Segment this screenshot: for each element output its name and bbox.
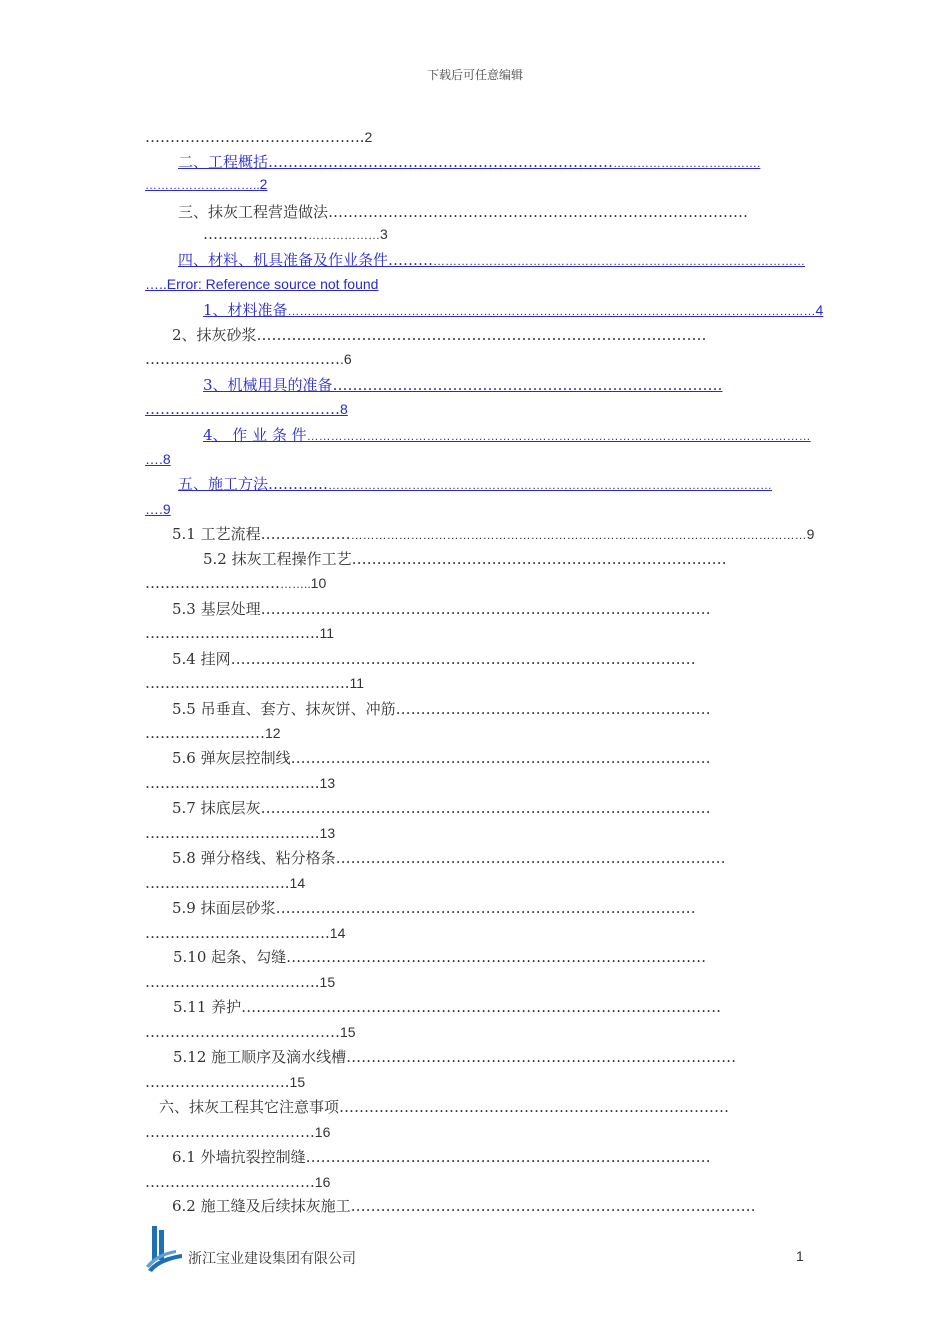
toc-entry-5-2: 5.2 抹灰工程操作工艺………………………………………………………………… [203,550,727,568]
toc-title: 5.8 弹分格线、粘分格条 [172,849,336,867]
toc-title: 6.2 施工缝及后续抹灰施工 [172,1197,351,1215]
toc-entry-5-11-cont: …………………………………15 [145,1023,356,1041]
toc-title[interactable]: 二、工程概括 [178,153,269,171]
toc-entry-5-2-cont: ……………………………..10 [145,574,327,592]
toc-entry-materials-cont[interactable]: …..Error: Reference source not found [145,276,379,292]
toc-entry-plastering-method-cont: …………………………………3 [203,225,388,243]
toc-entry-5-3: 5.3 基层处理……………………………………………………………………………… [172,600,711,618]
toc-entry-work-conditions[interactable]: 4、 作 业 条 件……………………………………………………………………………………………………………… [203,426,811,444]
toc-title[interactable]: 1、材料准备 [203,301,288,319]
toc-entry-5-7-cont: ……………………………..13 [145,824,336,842]
toc-title: 六、抹灰工程其它注意事项 [159,1098,340,1116]
toc-entry-5-12: 5.12 施工顺序及滴水线槽…………………………………………………………………… [173,1048,737,1066]
toc-entry-construction-method-cont[interactable]: ….9 [145,501,171,517]
company-logo-icon [146,1226,184,1272]
page-header: 下载后可任意编辑 [426,68,523,82]
toc-page: 10 [310,575,327,591]
toc-page: 15 [289,1074,306,1090]
toc-entry-5-9: 5.9 抹面层砂浆………………………………………………………………………… [172,899,696,917]
toc-entry-other-notes: 六、抹灰工程其它注意事项…………………………………………………………………… [159,1098,730,1116]
toc-entry-5-4-cont: …………………………………..11 [145,674,365,692]
toc-entry-mortar-cont: ………………………………….6 [145,350,352,368]
toc-page: 14 [289,875,306,891]
toc-entry-6-2: 6.2 施工缝及后续抹灰施工……………………………………………………………………… [172,1197,756,1215]
toc-entry-5-8: 5.8 弹分格线、粘分格条…………………………………………………………………… [172,849,726,867]
toc-page: .6 [340,351,352,367]
company-name: 浙江宝业建设集团有限公司 [188,1251,356,1267]
toc-page: 11 [319,625,335,641]
toc-title: 5.7 抹底层灰 [172,799,261,817]
toc-title[interactable]: 四、材料、机具准备及作业条件 [178,251,389,269]
toc-title: 2、抹灰砂浆 [172,326,257,344]
toc-entry-5-11: 5.11 养护…………………………………………………………………………………… [173,998,722,1016]
toc-entry-5-5-cont: ……………………12 [145,724,281,742]
toc-entry-5-1: 5.1 工艺流程……………………………………………………………………………………………………………………9 [172,525,815,543]
toc-page: 13 [319,775,336,791]
toc-page[interactable]: 9 [162,501,171,517]
toc-title: 5.10 起条、勾缝 [173,948,287,966]
toc-entry-5-8-cont: ………………………..14 [145,874,306,892]
toc-entry-5-6-cont: ……………………………..13 [145,774,336,792]
toc-title: 5.5 吊垂直、套方、抹灰饼、冲筋 [172,700,396,718]
toc-page: 11 [349,675,365,691]
toc-entry-5-10-cont: ……………………………..15 [145,973,336,991]
toc-entry-continuation [145,126,807,148]
toc-page[interactable]: Error: Reference source not found [166,276,379,292]
toc-title: 5.12 施工顺序及滴水线槽 [173,1048,347,1066]
toc-title[interactable]: 五、施工方法 [178,475,269,493]
toc-page[interactable]: 4 [815,302,824,318]
page-number: 1 [796,1248,804,1264]
toc-entry-construction-method[interactable]: 五、施工方法…………………………………………………………………………………………………………… [178,475,773,493]
toc-page: 16 [314,1124,331,1140]
toc-entry-overview[interactable]: 二、工程概括……………………………………………………………………………………………. [178,153,761,171]
toc-title[interactable]: 3、机械用具的准备 [203,376,333,394]
toc-entry-6-1: 6.1 外墙抗裂控制缝……………………………………………………………………… [172,1148,711,1166]
toc-entry-5-9-cont: ……………………………….14 [145,924,346,942]
toc-page: 15 [340,1024,356,1040]
toc-entry-5-6: 5.6 弹灰层控制线………………………………………………………………………… [172,749,711,767]
toc-page: 12 [265,725,281,741]
toc-title[interactable]: 4、 作 业 条 件 [203,426,307,444]
toc-entry-material-prep[interactable]: 1、材料准备……………………………………………………………………………………………………………………4 [203,301,824,319]
toc-title: 三、抹灰工程营造做法 [178,203,329,221]
toc-entry-machinery[interactable]: 3、机械用具的准备…………………………………………………………………… [203,376,723,394]
toc-title: 6.1 外墙抗裂控制缝 [172,1148,306,1166]
toc-entry-5-10: 5.10 起条、勾缝………………………………………………………………………… [173,948,707,966]
toc-title: 5.3 基层处理 [172,600,261,618]
toc-title: 5.6 弹灰层控制线 [172,749,291,767]
toc-page[interactable]: 8 [162,451,171,467]
toc-page: 15 [319,974,336,990]
toc-page: 14 [329,925,346,941]
toc-entry-materials[interactable]: 四、材料、机具准备及作业条件………………………………………………………………………………………… [178,251,806,269]
toc-page: 9 [806,526,815,542]
toc-entry-work-conditions-cont[interactable]: ….8 [145,451,171,467]
toc-entry-overview-cont[interactable]: ………………………..2 [145,176,268,192]
toc-page: 2 [364,129,373,145]
toc-page: 3 [380,226,388,242]
toc-page: 13 [319,825,336,841]
toc-title: 5.11 养护 [173,998,242,1016]
toc-dots: …………………………………….. [145,128,365,146]
toc-page[interactable]: 8 [340,401,348,417]
toc-title: 5.2 抹灰工程操作工艺 [203,550,352,568]
toc-entry-6-1-cont: …………………………….16 [145,1173,331,1191]
toc-page[interactable]: 2 [259,176,268,192]
toc-page: 16 [314,1174,331,1190]
toc-title: 5.1 工艺流程 [172,525,261,543]
toc-title: 5.4 挂网 [172,650,231,668]
toc-entry-plastering-method: 三、抹灰工程营造做法………………………………………………………………………… [178,203,749,221]
toc-entry-5-7: 5.7 抹底层灰……………………………………………………………………………… [172,799,711,817]
toc-entry-5-4: 5.4 挂网………………………………………………………………………………… [172,650,696,668]
toc-entry-other-notes-cont: …………………………….16 [145,1123,331,1141]
toc-entry-mortar: 2、抹灰砂浆……………………………………………………………………………… [172,326,707,344]
toc-entry-5-12-cont: ………………………..15 [145,1073,306,1091]
toc-entry-5-5: 5.5 吊垂直、套方、抹灰饼、冲筋……………………………………………………… [172,700,711,718]
toc-entry-5-3-cont: ……………………………..11 [145,624,335,642]
toc-title: 5.9 抹面层砂浆 [172,899,276,917]
toc-entry-machinery-cont[interactable]: …………………………………8 [145,400,348,418]
